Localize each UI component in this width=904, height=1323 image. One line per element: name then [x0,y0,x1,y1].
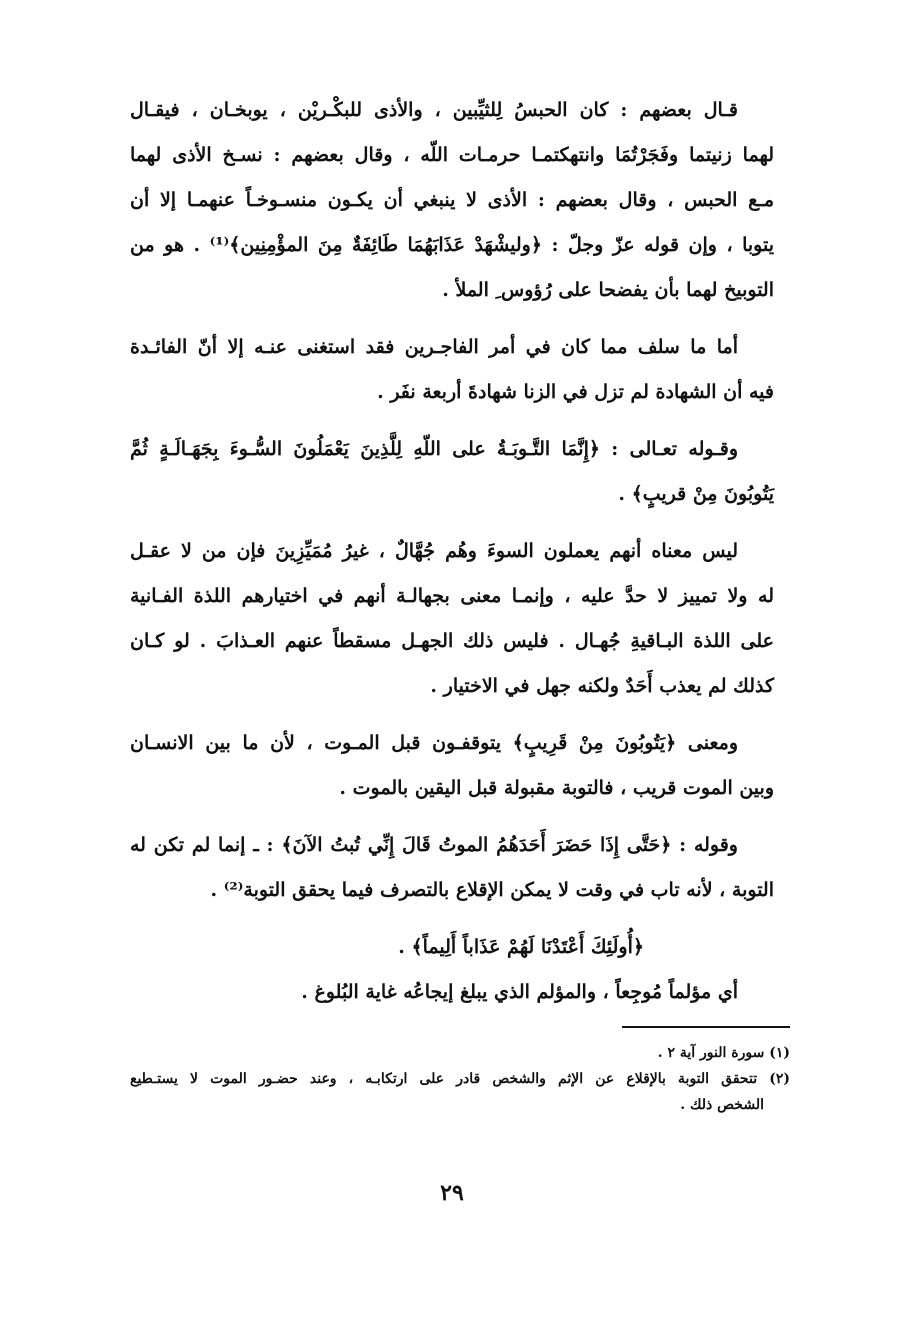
text-line: على اللذة البـاقيةِ جُهـال . فليس ذلك الجهـل مسقطاً عنهم العـذابَ . لو كـان [130,630,774,652]
text-line: كذلك لم يعذب أَحَدٌ ولكنه جهل في الاختيار . [430,675,774,697]
footnote-2-continuation: الشخص ذلك . [680,1097,764,1113]
text-line: التوبة ، لأنه تاب في وقت لا يمكن الإقلاع بالتصرف فيما يحقق التوبة⁽²⁾ . [210,879,774,901]
text-line: ليس معناه أنهم يعملون السوءَ وهُم جُهَّالٌ ، غيرُ مُمَيِّزِينَ فإن من لا عقـل [130,540,738,562]
text-line: وقوله : ﴿حَتَّى إِذَا حَضَرَ أَحَدَهُمُ الموتُ قَالَ إِنِّي تُبتُ الآنَ﴾ : ـ إنما لم تكن له [130,834,738,856]
verse-paragraph [130,925,774,1015]
paragraph-3 [130,427,774,517]
text-line: يتوبا ، وإن قوله عزّ وجلّ : ﴿وليشْهَدْ عَذَابَهُمَا طَائِفَةٌ مِنَ المؤْمِنِين﴾⁽¹⁾ . هو من [130,234,775,256]
paragraph-5 [130,721,774,811]
text-line: فيه أن الشهادة لم تزل في الزنا شهادةَ أربعة نفَر . [377,381,774,403]
closing-line: أي مؤلماً مُوجِعاً ، والمؤلم الذي يبلغ إيجاعُه غاية البُلوغ . [301,981,738,1003]
text-line: قـال بعضهم : كان الحبسُ لِلثيِّبين ، والأذى للبكْـريْن ، يوبخـان ، فيقـال [130,99,738,121]
text-line: مـع الحبس ، وقال بعضهم : الأذى لا ينبغي أن يكـون منسـوخـاً عنهمـا إلا أن [130,189,774,211]
paragraph-4 [130,529,774,709]
footnote-separator [622,1026,790,1028]
text-line: التوبيخ لهما بأن يفضحا على رُؤوس ِ الملأ . [442,279,774,301]
text-line: له ولا تمييز لا حدَّ عليه ، وإنمـا معنى بجهالـة أنهم في اختيارهم اللذة الفـانية [130,585,774,607]
verse-line: ﴿أُولَئِكَ أَعْتَدْنَا لَهُمْ عَذَاباً أَلِيماً﴾ . [398,936,644,958]
footnote-1: (١) سورة النور آية ٢ . [657,1045,790,1061]
text-line: وقـوله تعـالى : ﴿إِنَّمَا التَّـوبَـةُ على اللّهِ لِلَّذِينَ يَعْمَلُونَ السُّـوءَ بِجَهَـالَـةٍ ثُمَّ [130,438,738,460]
text-line: وبين الموت قريب ، فالتوبة مقبولة قبل اليقين بالموت . [339,777,774,799]
text-line: أما ما سلف مما كان في أمر الفاجـرين فقد استغنى عنـه إلا أنّ الفائـدة [130,336,738,358]
footnotes [130,1040,790,1118]
paragraph-6 [130,823,774,913]
paragraph-1 [130,88,774,313]
page-number: ٢٩ [440,1180,464,1206]
footnote-2: (٢) تتحقق التوبة بالإقلاع عن الإثم والشخص قادر على ارتكابـه ، وعند حضـور الموت لا يستـطيع [130,1071,790,1087]
text-line: يَتُوبُونَ مِنْ قريبٍ﴾ . [618,483,774,505]
text-line: لهما زنيتما وفَجَرْتُمَا وانتهكتمـا حرمـات اللّه ، وقال بعضهم : نسـخ الأذى لهما [130,144,774,166]
paragraph-2 [130,325,774,415]
text-line: ومعنى ﴿يَتُوبُونَ مِنْ قَرِيبٍ﴾ يتوقفـون قبل المـوت ، لأن ما بين الانسـان [130,732,738,754]
main-text [130,88,774,1015]
